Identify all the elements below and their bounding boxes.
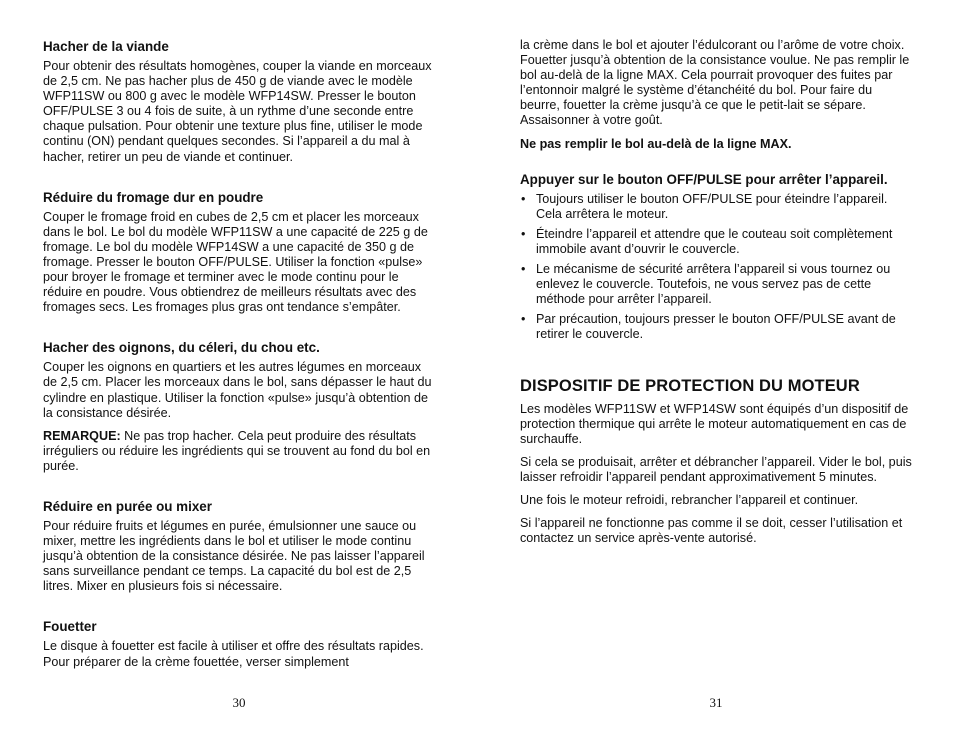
section-body-meat: Pour obtenir des résultats homogènes, couper la viande en morceaux de 2,5 cm. Ne pas hacher plus de 450 g de viande avec le modèle WFP11SW ou 800 g avec le modèle WFP14SW. Presser le bouton OFF/PULSE 3 ou 4 fois de suite, à un rythme d’une seconde entre chaque pulsation. Pour obtenir une texture plus fine, utiliser le mode continu (ON) pendant quelques secondes. Si l’appareil a du mal à hacher, retirer un peu de viande et continuer. [43,59,432,164]
left-page [43,0,435,738]
bullet-icon: • [521,226,526,241]
motor-protection-paragraph: Une fois le moteur refroidi, rebrancher l’appareil et continuer. [520,492,859,507]
section-heading-meat: Hacher de la viande [43,39,169,54]
section-heading-cheese: Réduire du fromage dur en poudre [43,189,264,205]
section-heading-onions: Hacher des oignons, du céleri, du chou etc. [43,340,320,356]
note-paragraph [43,429,435,474]
note-label: REMARQUE: [43,428,121,443]
bullet-icon: • [521,262,526,277]
motor-protection-paragraph: Si l’appareil ne fonctionne pas comme il se doit, cesser l’utilisation et contactez un service après-vente autorisé. [520,516,903,546]
list-item: • Par précaution, toujours presser le bouton OFF/PULSE avant de retirer le couvercle. [521,312,896,342]
right-page [520,0,912,738]
bullet-icon: • [521,191,526,206]
note-text: Ne pas trop hacher. Cela peut produire des résultats irréguliers ou réduire les ingrédients qui se trouvent au fond du bol en purée. [43,428,431,473]
bullet-icon: • [521,312,526,327]
off-pulse-bullet-list [520,192,912,343]
list-item: • Le mécanisme de sécurité arrêtera l’appareil si vous tournez ou enlevez le couvercle. Toutefois, ne vous servez pas de cette méthode pour arrêter l’appareil. [521,262,891,307]
motor-protection-paragraph: Les modèles WFP11SW et WFP14SW sont équipés d’un dispositif de protection thermique qui arrête le moteur automatiquement en cas de surchauffe. [520,401,909,446]
section-heading-whip: Fouetter [43,619,97,635]
page-number-left: 30 [232,695,246,710]
right-page-content [520,38,912,554]
list-item: • Toujours utiliser le bouton OFF/PULSE pour éteindre l’appareil. Cela arrêtera le moteur. [521,191,888,221]
section-heading-puree: Réduire en purée ou mixer [43,498,212,514]
section-body-onions: Couper les oignons en quartiers et les autres légumes en morceaux de 2,5 cm. Placer les morceaux dans le bol, sans dépasser le haut du cylindre en plastique. Utiliser la fonction «pulse» jusqu’à obtention de la consistance désirée. [43,360,432,420]
motor-protection-paragraph: Si cela se produisait, arrêter et débrancher l’appareil. Vider le bol, puis laisser refroidir l’appareil pendant approximativement 5 minutes. [520,454,912,484]
section-body-cheese: Couper le fromage froid en cubes de 2,5 cm et placer les morceaux dans le bol. Le bol du modèle WFP11SW a une capacité de 225 g de fromage. Le bol du modèle WFP14SW a une capacité de 350 g de fromage. Presser le bouton OFF/PULSE. Utiliser la fonction «pulse» pour broyer le fromage et terminer avec le mode continu pour le réduire en poudre. Vous obtiendrez de meilleurs résultats avec des fromages secs. Les fromages plus gras ont tendance s’empâter. [43,209,428,315]
whip-continued-text: la crème dans le bol et ajouter l’édulcorant ou l’arôme de votre choix. Fouetter jusqu’à obtention de la consistance voulue. Ne pas remplir le bol au-delà de la ligne MAX. Cela pourrait provoquer des fuites par l’entonnoir malgré le système d’étanchéité du bol. Pour faire du beurre, fouetter la crème jusqu’à ce que le petit-lait se sépare. Assaisonner à votre goût. [520,38,910,128]
section-body-puree: Pour réduire fruits et légumes en purée, émulsionner une sauce ou mixer, mettre les ingrédients dans le bol et utiliser le mode continu jusqu’à obtention de la consistance désirée. Ne pas laisser l’appareil sans surveillance pendant ce temps. La capacité du bol est de 2,5 litres. Mixer en plusieurs fois si nécessaire. [43,518,425,594]
section-body-whip: Le disque à fouetter est facile à utiliser et offre des résultats rapides. Pour préparer de la crème fouettée, verser simplement [43,639,424,669]
list-item: • Éteindre l’appareil et attendre que le couteau soit complètement immobile avant d’ouvrir le couvercle. [521,226,893,256]
motor-protection-title: DISPOSITIF DE PROTECTION DU MOTEUR [520,376,860,395]
max-line-warning: Ne pas remplir le bol au-delà de la ligne MAX. [520,136,792,151]
left-page-content [43,39,435,678]
off-pulse-heading: Appuyer sur le bouton OFF/PULSE pour arrêter l’appareil. [520,171,888,187]
page-number-right: 31 [709,695,723,710]
